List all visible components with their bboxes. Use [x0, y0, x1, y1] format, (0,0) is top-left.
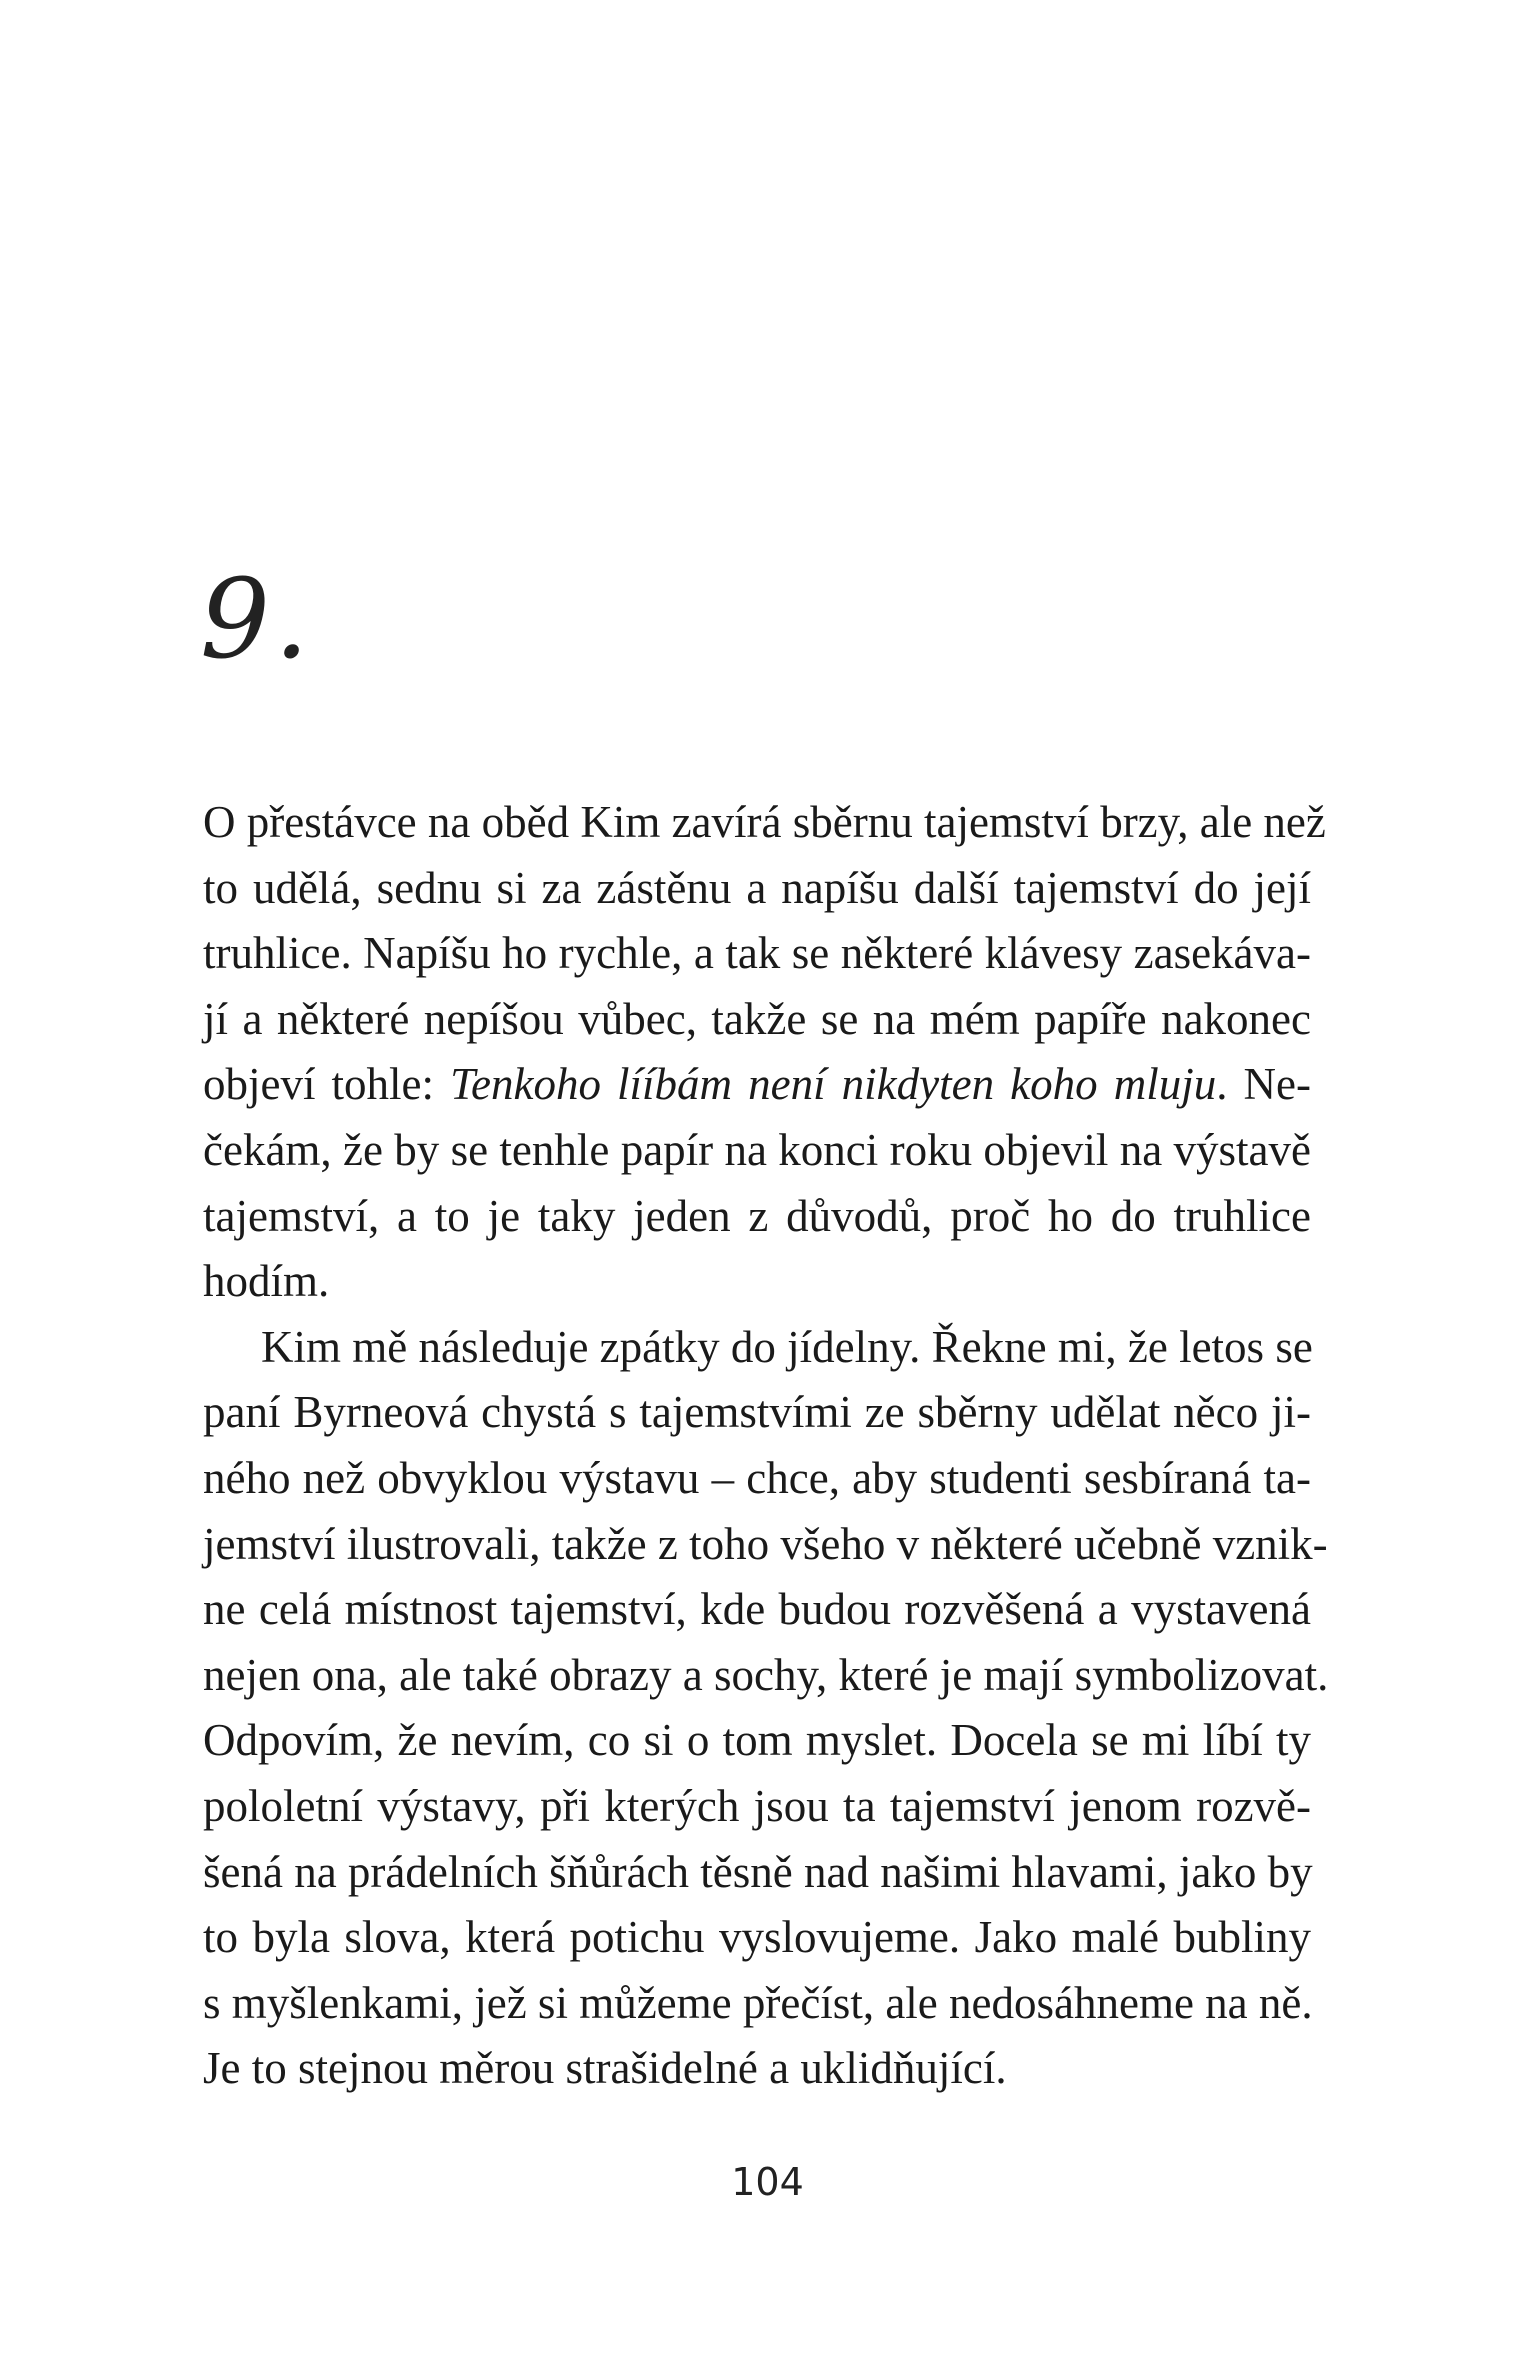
text-line: jí a některé nepíšou vůbec, takže se na mém papíře nakonec — [203, 993, 1311, 1044]
text-line: Je to stejnou měrou strašidelné a uklidňující. — [203, 2043, 1007, 2094]
page-number: 104 — [731, 2160, 804, 2204]
text-line: O přestávce na oběd Kim zavírá sběrnu tajemství brzy, ale než — [203, 797, 1326, 847]
body-text — [203, 790, 1329, 2102]
text-line — [203, 1052, 1311, 1118]
text-line: s myšlenkami, jež si můžeme přečíst, ale nedosáhneme na ně. — [203, 1977, 1313, 2028]
text-line: to byla slova, která potichu vyslovujeme. Jako malé bubliny — [203, 1912, 1311, 1963]
text-line: Odpovím, že nevím, co si o tom myslet. Docela se mi líbí ty — [203, 1715, 1311, 1766]
text-line: nejen ona, ale také obrazy a sochy, které je mají symbolizovat. — [203, 1649, 1329, 1700]
text-line: pololetní výstavy, při kterých jsou ta tajemství jenom rozvě- — [203, 1780, 1311, 1831]
text-line: ne celá místnost tajemství, kde budou rozvěšená a vystavená — [203, 1584, 1311, 1635]
italic-quote: Tenkoho lííbám není nikdyten koho mluju — [450, 1059, 1217, 1110]
text-segment: objeví tohle: — [203, 1059, 451, 1110]
text-line: šená na prádelních šňůrách těsně nad našimi hlavami, jako by — [203, 1846, 1313, 1897]
text-line: čekám, že by se tenhle papír na konci roku objevil na výstavě — [203, 1124, 1311, 1175]
text-line: hodím. — [203, 1256, 330, 1307]
text-line: jemství ilustrovali, takže z toho všeho v některé učebně vznik- — [203, 1518, 1328, 1569]
chapter-number: 9. — [200, 555, 313, 683]
text-segment: . Ne- — [1216, 1059, 1311, 1110]
text-line: Kim mě následuje zpátky do jídelny. Řekne mi, že letos se — [261, 1321, 1313, 1372]
text-line: to udělá, sednu si za zástěnu a napíšu další tajemství do její — [203, 862, 1311, 913]
text-line: tajemství, a to je taky jeden z důvodů, proč ho do truhlice — [203, 1190, 1311, 1241]
text-line: truhlice. Napíšu ho rychle, a tak se některé klávesy zasekáva- — [203, 928, 1311, 979]
text-line: ného než obvyklou výstavu – chce, aby studenti sesbíraná ta- — [203, 1452, 1311, 1503]
text-line: paní Byrneová chystá s tajemstvími ze sběrny udělat něco ji- — [203, 1387, 1311, 1438]
